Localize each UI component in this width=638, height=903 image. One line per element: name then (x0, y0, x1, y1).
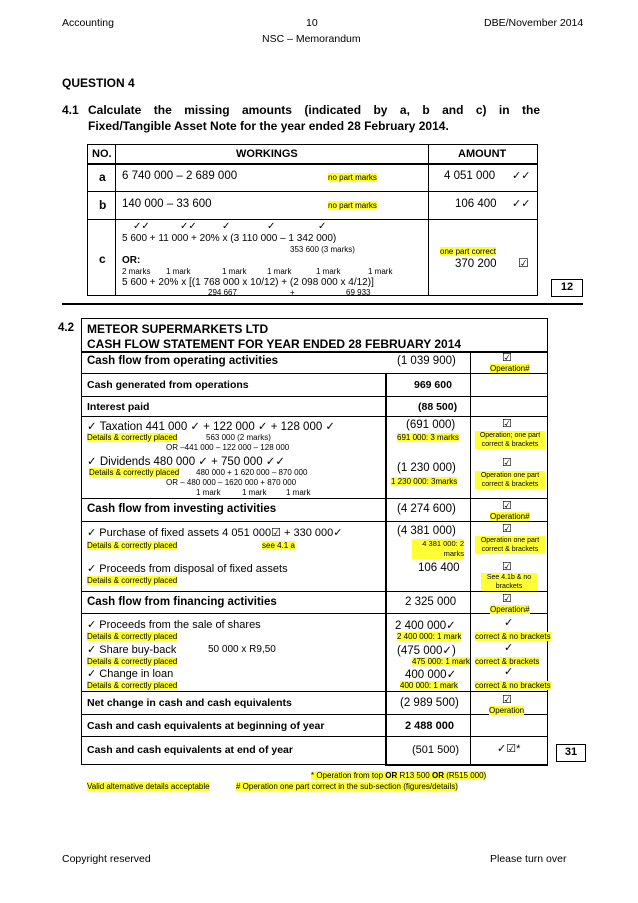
row-c-no: c (99, 252, 106, 266)
loan-marks: 400 000: 1 mark (400, 681, 458, 690)
footnote-valid-alternative: Valid alternative details acceptable (87, 782, 210, 791)
ending-cash-tick: ✓☑* (497, 743, 521, 755)
row-b-working: 140 000 – 33 600 (122, 198, 212, 210)
ending-cash-label: Cash and cash equivalents at end of year (87, 744, 293, 756)
company-name: METEOR SUPERMARKETS LTD (87, 322, 269, 336)
dividends-tick: ☑ (502, 457, 512, 469)
row-c-line2: 5 600 + 20% x [(1 768 000 x 10/12) + (2 098 000 x 4/12)] (122, 277, 374, 288)
row-c-tick-5: ✓ (318, 221, 327, 232)
footnote-operation-part: # Operation one part correct in the sub-section (figures/details) (236, 782, 458, 791)
row-b-ticks: ✓✓ (512, 198, 531, 210)
financing-amount: 2 325 000 (405, 596, 457, 608)
purchase-details: Details & correctly placed (87, 541, 178, 550)
taxation-label: ✓ Taxation 441 000 ✓ + 122 000 ✓ + 128 000 ✓ (87, 421, 336, 433)
dividends-label: ✓ Dividends 480 000 ✓ + 750 000 ✓✓ (87, 456, 286, 468)
col-header-no: NO. (92, 148, 112, 160)
taxation-marks: 691 000: 3 marks (397, 433, 459, 442)
loan-label: ✓ Change in loan (87, 668, 174, 680)
loan-tick: ✓ (504, 666, 514, 678)
row-c-mark-6: 1 mark (368, 267, 393, 276)
disposal-tick: ☑ (502, 561, 512, 573)
financing-tick: ☑ (502, 593, 512, 605)
q41-instruction-line1: Calculate the missing amounts (indicated by a, b and c) in the (88, 103, 540, 117)
row-a-amount: 4 051 000 (444, 170, 496, 182)
financing-note: Operation# (490, 605, 530, 614)
buyback-calc: 50 000 x R9,50 (208, 644, 276, 655)
investing-amount: (4 274 600) (397, 503, 456, 515)
shares-tick: ✓ (504, 617, 514, 629)
operating-amount: (1 039 900) (397, 355, 456, 367)
loan-note: correct & no brackets (475, 681, 551, 690)
q41-score: 12 (560, 281, 574, 293)
row-c-or: OR: (122, 255, 141, 266)
row-c-mark-5: 1 mark (316, 267, 341, 276)
operating-note: Operation# (490, 364, 530, 373)
row-c-amount: 370 200 (455, 258, 497, 270)
q41-number: 4.1 (62, 103, 79, 117)
row-c-sub-2: + (290, 288, 295, 297)
disposal-note: See 4.1b & no brackets (481, 573, 537, 591)
dividends-note: Operation one part correct & brackets (475, 471, 545, 489)
header-subtitle: NSC – Memorandum (262, 33, 361, 45)
net-change-note: Operation (489, 706, 525, 715)
taxation-alt2: OR –441 000 – 122 000 – 128 000 (166, 443, 290, 452)
row-b-note: no part marks (328, 201, 377, 210)
shares-marks: 2 400 000: 1 mark (397, 632, 462, 641)
buyback-details: Details & correctly placed (87, 657, 178, 666)
dividends-alt1: 480 000 + 1 620 000 – 870 000 (196, 468, 308, 477)
dividends-mark-2: 1 mark (242, 488, 267, 497)
beginning-cash-amount: 2 488 000 (405, 720, 454, 732)
purchase-note: Operation one part correct & brackets (475, 536, 545, 554)
row-c-mark-1: 2 marks (122, 267, 151, 276)
row-c-tick-4: ✓ (267, 221, 276, 232)
q42-number: 4.2 (58, 322, 74, 334)
buyback-amount: (475 000✓) (397, 645, 456, 657)
investing-note: Operation# (490, 512, 530, 521)
row-c-tick: ☑ (518, 256, 529, 270)
net-change-tick: ☑ (502, 694, 512, 706)
interest-paid-label: Interest paid (87, 401, 150, 413)
operating-label: Cash flow from operating activities (87, 355, 279, 367)
dividends-marks: 1 230 000: 3marks (391, 477, 458, 486)
row-b-no: b (99, 198, 107, 212)
row-c-sub-1: 294 667 (208, 288, 237, 297)
buyback-marks: 475 000: 1 mark (412, 657, 470, 666)
investing-label: Cash flow from investing activities (87, 503, 277, 515)
financing-label: Cash flow from financing activities (87, 596, 277, 608)
purchase-marks: 4 381 000: 2 marks (412, 539, 464, 559)
row-c-tick-3: ✓ (222, 221, 231, 232)
investing-tick: ☑ (502, 500, 512, 512)
q41-instruction-line2: Fixed/Tangible Asset Note for the year ended 28 February 2014. (88, 119, 449, 133)
taxation-amount: (691 000) (406, 419, 456, 431)
disposal-amount: 106 400 (418, 562, 460, 574)
row-a-working: 6 740 000 – 2 689 000 (122, 170, 238, 182)
statement-title: CASH FLOW STATEMENT FOR YEAR ENDED 28 FEBRUARY 2014 (87, 337, 462, 351)
footer-turn-over: Please turn over (490, 853, 567, 865)
row-a-ticks: ✓✓ (512, 170, 531, 182)
row-c-note: one part correct (440, 247, 497, 256)
dividends-mark-1: 1 mark (196, 488, 221, 497)
net-change-amount: (2 989 500) (400, 697, 459, 709)
shares-amount: 2 400 000✓ (395, 620, 456, 632)
row-c-tick-1: ✓✓ (133, 221, 150, 232)
row-b-amount: 106 400 (455, 198, 497, 210)
row-c-line1-sub: 353 600 (3 marks) (290, 245, 355, 254)
row-c-mark-3: 1 mark (222, 267, 247, 276)
buyback-tick: ✓ (504, 642, 514, 654)
row-c-sub-3: 69 933 (346, 288, 371, 297)
beginning-cash-label: Cash and cash equivalents at beginning of year (87, 720, 325, 732)
purchase-amount: (4 381 000) (397, 525, 456, 537)
purchase-label: ✓ Purchase of fixed assets 4 051 000☑ + 330 000✓ (87, 527, 343, 539)
disposal-label: ✓ Proceeds from disposal of fixed assets (87, 563, 288, 575)
row-c-line1: 5 600 + 11 000 + 20% x (3 110 000 – 1 342 000) (122, 233, 337, 244)
dividends-mark-3: 1 mark (286, 488, 311, 497)
col-header-workings: WORKINGS (236, 148, 298, 160)
operating-tick: ☑ (502, 352, 512, 364)
row-c-mark-2: 1 mark (166, 267, 191, 276)
footnote-operation: * Operation from top OR R13 500 OR (R515 000) (311, 771, 487, 780)
buyback-note: correct & brackets (475, 657, 540, 666)
buyback-label: ✓ Share buy-back (87, 644, 177, 656)
shares-label: ✓ Proceeds from the sale of shares (87, 619, 261, 631)
question-title: QUESTION 4 (62, 76, 135, 90)
row-c-tick-2: ✓✓ (180, 221, 197, 232)
row-c-mark-4: 1 mark (267, 267, 292, 276)
taxation-tick: ☑ (502, 418, 512, 430)
cash-generated-label: Cash generated from operations (87, 379, 249, 391)
shares-note: correct & no brackets (475, 632, 551, 641)
taxation-note: Operation; one part correct & brackets (475, 431, 545, 449)
row-a-note: no part marks (328, 173, 377, 182)
ending-cash-amount: (501 500) (412, 744, 460, 756)
cash-generated-amount: 969 600 (414, 379, 452, 391)
purchase-tick: ☑ (502, 523, 512, 535)
taxation-alt1: 563 000 (2 marks) (206, 433, 271, 442)
taxation-details: Details & correctly placed (87, 433, 178, 442)
header-page-number: 10 (306, 17, 318, 29)
purchase-see: see 4.1 a (262, 541, 295, 550)
dividends-details: Details & correctly placed (89, 468, 180, 477)
interest-paid-amount: (88 500) (418, 401, 458, 413)
loan-amount: 400 000✓ (405, 669, 457, 681)
disposal-details: Details & correctly placed (87, 576, 178, 585)
section-divider (62, 303, 583, 305)
header-exam: DBE/November 2014 (484, 17, 584, 29)
q42-score: 31 (564, 746, 578, 758)
shares-details: Details & correctly placed (87, 632, 178, 641)
row-a-no: a (99, 170, 106, 184)
footer-copyright: Copyright reserved (62, 853, 151, 865)
header-subject: Accounting (62, 17, 114, 29)
col-header-amount: AMOUNT (458, 148, 507, 160)
loan-details: Details & correctly placed (87, 681, 178, 690)
net-change-label: Net change in cash and cash equivalents (87, 697, 292, 709)
dividends-alt2: OR – 480 000 – 1620 000 + 870 000 (166, 478, 297, 487)
dividends-amount: (1 230 000) (397, 462, 456, 474)
